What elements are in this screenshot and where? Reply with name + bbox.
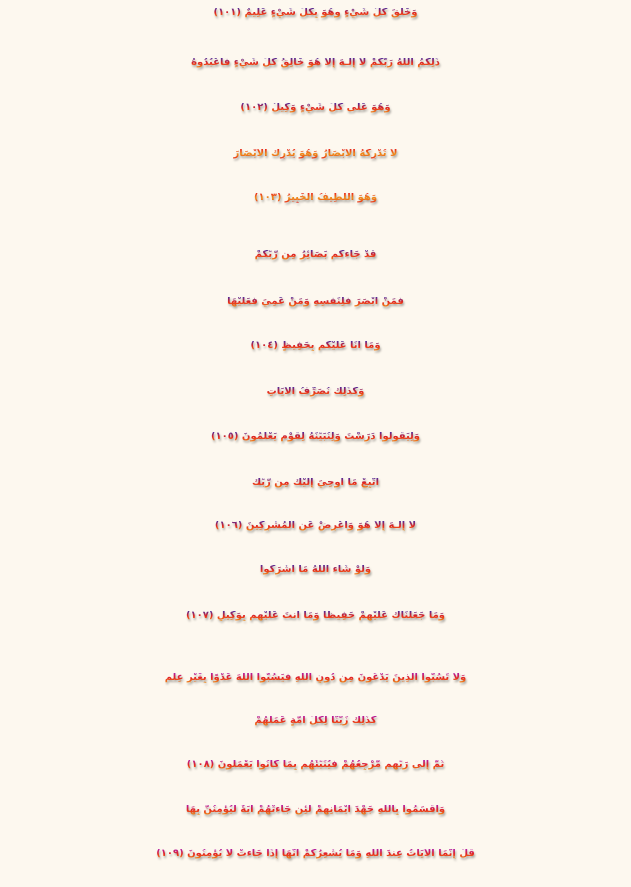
verse-line: قُلْ إِنَّمَا الآيَاتُ عِندَ اللّهِ وَمَا يُشْعِرُكُمْ أَنَّهَا إِذَا جَاءتْ لاَ يُؤْمِنُونَ (١٠٩) xyxy=(0,849,631,859)
verse-line: وَكَذَلِكَ نُصَرِّفُ الآيَاتِ xyxy=(0,387,631,397)
verse-line: وَلاَ تَسُبُّواْ الَّذِينَ يَدْعُونَ مِن دُونِ اللّهِ فَيَسُبُّواْ اللّهَ عَدْوًا بِغَيْرِ عِلْمٍ xyxy=(0,673,631,683)
verse-line: اتَّبِعْ مَا أُوحِيَ إِلَيْكَ مِن رَّبِّكَ xyxy=(0,478,631,488)
verse-line: لا إِلَـهَ إِلاَّ هُوَ وَأَعْرِضْ عَنِ الْمُشْرِكِينَ (١٠٦) xyxy=(0,521,631,531)
verse-line: وَأَقْسَمُواْ بِاللّهِ جَهْدَ أَيْمَانِهِمْ لَئِن جَاءتْهُمْ آيَةٌ لَّيُؤْمِنُنَّ بِهَا xyxy=(0,805,631,815)
verse-line: ذَلِكُمُ اللّهُ رَبُّكُمْ لا إِلَـهَ إِلاَّ هُوَ خَالِقُ كُلِّ شَيْءٍ فَاعْبُدُوهُ xyxy=(0,58,631,68)
verse-line: فَمَنْ أَبْصَرَ فَلِنَفْسِهِ وَمَنْ عَمِيَ فَعَلَيْهَا xyxy=(0,297,631,307)
verse-line: وَهُوَ اللَّطِيفُ الْخَبِيرُ (١٠٣) xyxy=(0,193,631,203)
verse-line: لاَّ تُدْرِكُهُ الأَبْصَارُ وَهُوَ يُدْرِكُ الأَبْصَارَ xyxy=(0,149,631,159)
verse-line: وَمَا جَعَلْنَاكَ عَلَيْهِمْ حَفِيظًا وَمَا أَنتَ عَلَيْهِم بِوَكِيلٍ (١٠٧) xyxy=(0,611,631,621)
verse-line: كَذَلِكَ زَيَّنَّا لِكُلِّ أُمَّةٍ عَمَلَهُمْ xyxy=(0,716,631,726)
verse-line: وَمَا أَنَاْ عَلَيْكُم بِحَفِيظٍ (١٠٤) xyxy=(0,341,631,351)
verse-line: قَدْ جَاءكُم بَصَآئِرُ مِن رَّبِّكُمْ xyxy=(0,250,631,260)
verse-line: وَخَلَقَ كُلَّ شَيْءٍ وهُوَ بِكُلِّ شَيْءٍ عَلِيمٌ (١٠١) xyxy=(0,8,631,18)
verse-line: وَلَوْ شَاء اللّهُ مَا أَشْرَكُواْ xyxy=(0,565,631,575)
verse-line: وَهُوَ عَلَى كُلِّ شَيْءٍ وَكِيلٌ (١٠٢) xyxy=(0,103,631,113)
verse-line: ثُمَّ إِلَى رَبِّهِم مَّرْجِعُهُمْ فَيُنَبِّئُهُم بِمَا كَانُواْ يَعْمَلُونَ (١٠٨) xyxy=(0,760,631,770)
verse-line: وَلِيَقُولُواْ دَرَسْتَ وَلِنُبَيِّنَهُ لِقَوْمٍ يَعْلَمُونَ (١٠٥) xyxy=(0,432,631,442)
